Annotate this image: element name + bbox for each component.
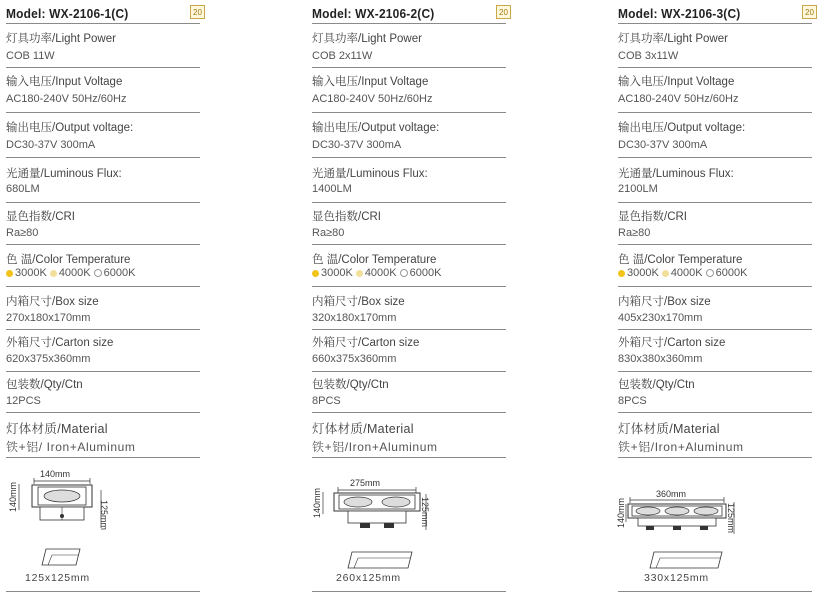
divider <box>6 23 200 24</box>
divider <box>618 286 812 287</box>
cool-dot-icon <box>94 269 102 277</box>
carton-size-value: 660x375x360mm <box>312 353 397 365</box>
neutral-dot-icon <box>662 270 669 277</box>
carton-size-label: 外箱尺寸/Carton size <box>6 337 114 349</box>
output-voltage-value: DC30-37V 300mA <box>6 139 96 151</box>
input-voltage-value: AC180-240V 50Hz/60Hz <box>312 93 433 105</box>
box-size-label: 内箱尺寸/Box size <box>312 296 405 308</box>
color-temp-label: 色 温/Color Temperature <box>6 254 131 266</box>
dim-depth-label: 125mm <box>726 503 736 534</box>
divider <box>6 371 200 372</box>
cri-value: Ra≥80 <box>6 227 39 239</box>
cutout-shape <box>644 550 744 572</box>
divider <box>6 112 200 113</box>
dim-width-label: 360mm <box>656 489 687 499</box>
divider <box>312 157 506 158</box>
model-title: Model: WX-2106-1(C) <box>6 6 129 21</box>
neutral-dot-icon <box>50 270 57 277</box>
material-label: 灯体材质/Material <box>6 422 108 436</box>
dim-height-label: 140mm <box>312 487 322 518</box>
cutout-shape <box>342 550 442 572</box>
divider <box>6 591 200 592</box>
box-size-label: 内箱尺寸/Box size <box>618 296 711 308</box>
divider <box>312 112 506 113</box>
color-temp-6000k: 6000K <box>409 267 442 279</box>
color-temp-3000k: 3000K <box>627 267 659 279</box>
material-value: 铁+铝/Iron+Aluminum <box>618 440 744 454</box>
divider <box>618 244 812 245</box>
color-temp-4000k: 4000K <box>364 267 397 279</box>
color-temp-options <box>6 267 138 279</box>
cri-label: 显色指数/CRI <box>312 211 381 223</box>
badge-icon: 20 <box>802 5 817 19</box>
color-temp-4000k: 4000K <box>58 267 91 279</box>
output-voltage-label: 输出电压/Output voltage: <box>312 122 440 134</box>
neutral-dot-icon <box>356 270 363 277</box>
material-value: 铁+铝/ Iron+Aluminum <box>6 440 136 454</box>
dim-height-label: 140mm <box>616 497 626 528</box>
badge-icon: 20 <box>496 5 511 19</box>
input-voltage-label: 输入电压/Input Voltage <box>618 76 735 88</box>
output-voltage-value: DC30-37V 300mA <box>312 139 402 151</box>
divider <box>618 329 812 330</box>
divider <box>618 67 812 68</box>
material-label: 灯体材质/Material <box>312 422 414 436</box>
dim-width-label: 275mm <box>350 478 381 488</box>
box-size-value: 270x180x170mm <box>6 312 91 324</box>
divider <box>312 412 506 413</box>
model-title: Model: WX-2106-2(C) <box>312 6 435 21</box>
fixture-drawing-1 <box>14 472 124 542</box>
luminous-flux-label: 光通量/Luminous Flux: <box>618 168 734 180</box>
divider <box>618 112 812 113</box>
divider <box>312 286 506 287</box>
carton-size-label: 外箱尺寸/Carton size <box>618 337 726 349</box>
color-temp-options <box>312 267 444 279</box>
divider <box>618 457 812 458</box>
dim-width-label: 140mm <box>40 469 71 479</box>
badge-icon: 20 <box>190 5 205 19</box>
luminous-flux-value: 680LM <box>6 183 40 195</box>
color-temp-6000k: 6000K <box>715 267 748 279</box>
cri-value: Ra≥80 <box>618 227 651 239</box>
qty-value: 12PCS <box>6 395 41 407</box>
divider <box>312 371 506 372</box>
cutout-size: 125x125mm <box>25 572 90 584</box>
power-value: COB 3x11W <box>618 50 679 62</box>
divider <box>6 67 200 68</box>
carton-size-label: 外箱尺寸/Carton size <box>312 337 420 349</box>
material-label: 灯体材质/Material <box>618 422 720 436</box>
cri-label: 显色指数/CRI <box>618 211 687 223</box>
divider <box>6 286 200 287</box>
power-label: 灯具功率/Light Power <box>618 33 728 45</box>
divider <box>618 591 812 592</box>
dim-depth-label: 125mm <box>99 500 109 531</box>
divider <box>312 244 506 245</box>
cutout-shape <box>34 547 114 569</box>
color-temp-options <box>618 267 750 279</box>
warm-dot-icon <box>6 270 13 277</box>
luminous-flux-label: 光通量/Luminous Flux: <box>6 168 122 180</box>
cool-dot-icon <box>400 269 408 277</box>
box-size-label: 内箱尺寸/Box size <box>6 296 99 308</box>
divider <box>618 412 812 413</box>
cutout-size: 260x125mm <box>336 572 401 584</box>
color-temp-3000k: 3000K <box>15 267 47 279</box>
color-temp-label: 色 温/Color Temperature <box>618 254 743 266</box>
divider <box>618 23 812 24</box>
divider <box>6 412 200 413</box>
divider <box>6 329 200 330</box>
power-value: COB 2x11W <box>312 50 373 62</box>
cutout-size: 330x125mm <box>644 572 709 584</box>
input-voltage-value: AC180-240V 50Hz/60Hz <box>6 93 127 105</box>
luminous-flux-value: 1400LM <box>312 183 352 195</box>
divider <box>6 244 200 245</box>
box-size-value: 405x230x170mm <box>618 312 703 324</box>
carton-size-value: 620x375x360mm <box>6 353 91 365</box>
warm-dot-icon <box>312 270 319 277</box>
qty-value: 8PCS <box>312 395 341 407</box>
divider <box>618 371 812 372</box>
carton-size-value: 830x380x360mm <box>618 353 703 365</box>
divider <box>6 457 200 458</box>
power-label: 灯具功率/Light Power <box>312 33 422 45</box>
divider <box>312 67 506 68</box>
qty-label: 包装数/Qty/Ctn <box>6 379 83 391</box>
divider <box>312 329 506 330</box>
model-title: Model: WX-2106-3(C) <box>618 6 741 21</box>
color-temp-3000k: 3000K <box>321 267 353 279</box>
material-value: 铁+铝/Iron+Aluminum <box>312 440 438 454</box>
divider <box>312 23 506 24</box>
output-voltage-label: 输出电压/Output voltage: <box>618 122 746 134</box>
output-voltage-value: DC30-37V 300mA <box>618 139 708 151</box>
divider <box>618 157 812 158</box>
cri-label: 显色指数/CRI <box>6 211 75 223</box>
power-label: 灯具功率/Light Power <box>6 33 116 45</box>
box-size-value: 320x180x170mm <box>312 312 397 324</box>
cri-value: Ra≥80 <box>312 227 345 239</box>
qty-label: 包装数/Qty/Ctn <box>312 379 389 391</box>
divider <box>312 202 506 203</box>
color-temp-4000k: 4000K <box>670 267 703 279</box>
input-voltage-label: 输入电压/Input Voltage <box>312 76 429 88</box>
input-voltage-value: AC180-240V 50Hz/60Hz <box>618 93 739 105</box>
divider <box>312 591 506 592</box>
divider <box>6 157 200 158</box>
divider <box>6 202 200 203</box>
divider <box>618 202 812 203</box>
luminous-flux-value: 2100LM <box>618 183 658 195</box>
fixture-drawing-3 <box>624 492 744 542</box>
dim-depth-label: 125mm <box>420 497 430 528</box>
color-temp-6000k: 6000K <box>103 267 136 279</box>
warm-dot-icon <box>618 270 625 277</box>
power-value: COB 11W <box>6 50 55 62</box>
cool-dot-icon <box>706 269 714 277</box>
qty-value: 8PCS <box>618 395 647 407</box>
qty-label: 包装数/Qty/Ctn <box>618 379 695 391</box>
fixture-drawing-2 <box>320 482 440 542</box>
luminous-flux-label: 光通量/Luminous Flux: <box>312 168 428 180</box>
output-voltage-label: 输出电压/Output voltage: <box>6 122 134 134</box>
dim-height-label: 140mm <box>8 481 18 512</box>
divider <box>312 457 506 458</box>
input-voltage-label: 输入电压/Input Voltage <box>6 76 123 88</box>
color-temp-label: 色 温/Color Temperature <box>312 254 437 266</box>
